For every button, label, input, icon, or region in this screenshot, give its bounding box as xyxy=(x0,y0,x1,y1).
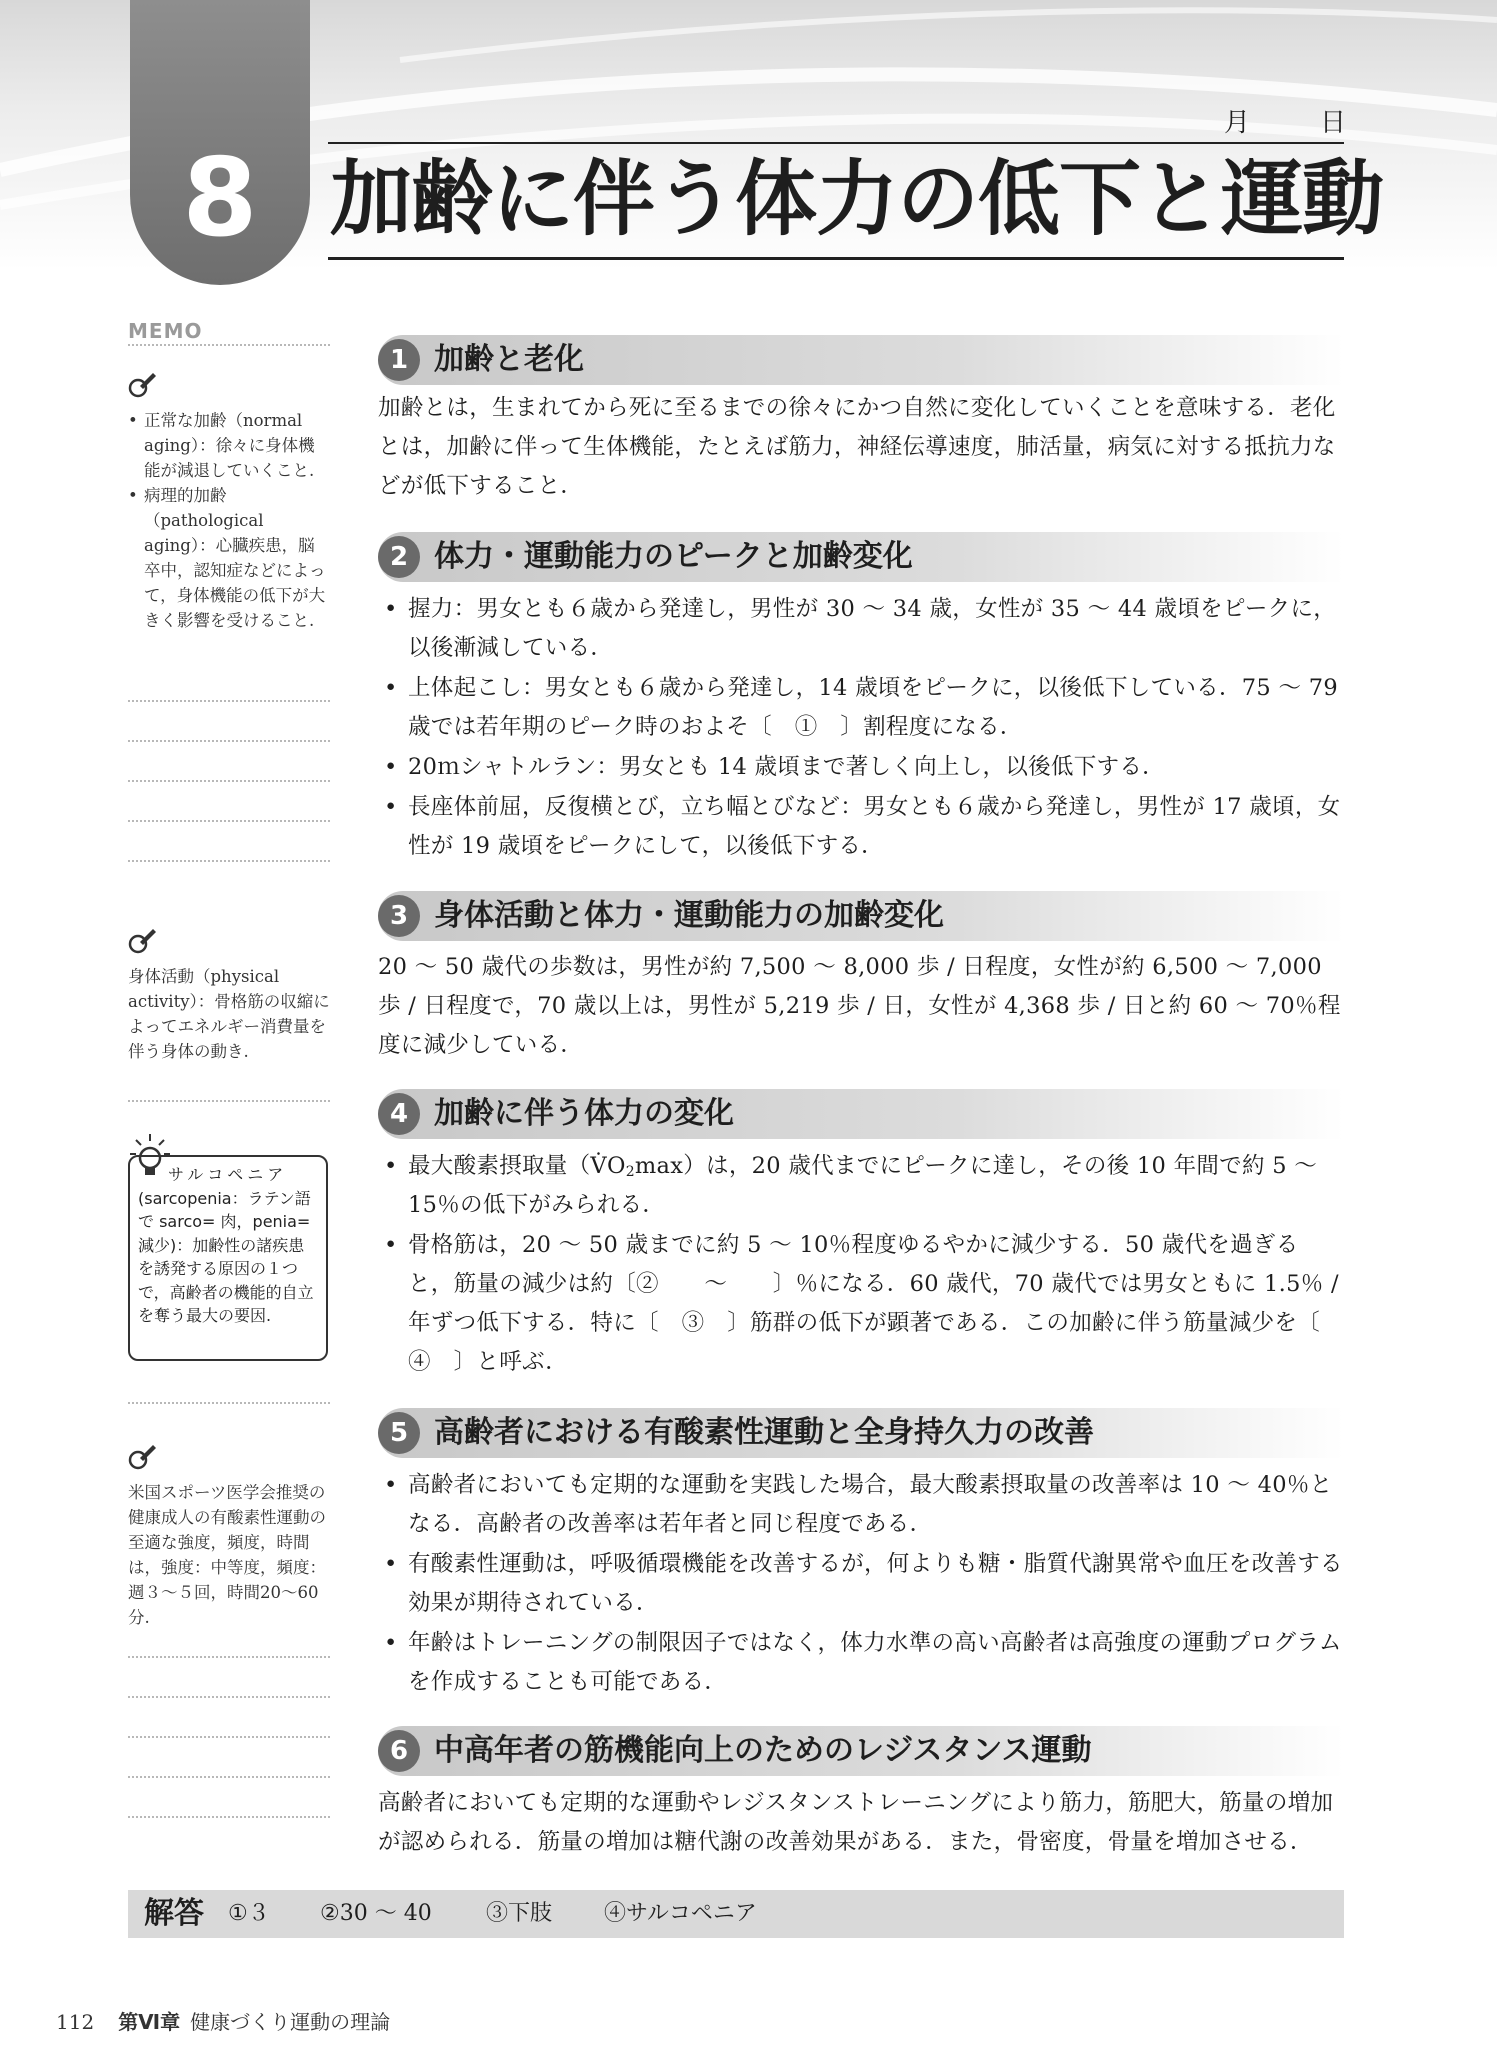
section-title: 高齢者における有酸素性運動と全身持久力の改善 xyxy=(434,1415,1094,1450)
answer-item: ④サルコペニア xyxy=(604,1901,757,1926)
section-header xyxy=(378,891,1344,941)
bullet-item: • 20ｍシャトルラン：男女とも 14 歳頃まで著しく向上し，以後低下する． xyxy=(378,748,1344,787)
pen-icon xyxy=(128,924,158,954)
section-number: 2 xyxy=(378,536,420,578)
section-title: 身体活動と体力・運動能力の加齢変化 xyxy=(434,898,944,933)
section-body xyxy=(378,1147,1344,1383)
memo-label: MEMO xyxy=(128,319,203,343)
section-title: 加齢に伴う体力の変化 xyxy=(434,1096,734,1131)
memo-physical-activity xyxy=(128,964,330,1064)
footer-chapter: 第Ⅵ章 xyxy=(118,2010,181,2034)
memo-divider xyxy=(128,820,330,822)
section-header xyxy=(378,1726,1344,1776)
sarcopenia-tip-box xyxy=(128,1155,328,1361)
section-title: 加齢と老化 xyxy=(434,342,584,377)
bullet-item: • 年齢はトレーニングの制限因子ではなく，体力水準の高い高齢者は高強度の運動プログラムを作成することも可能である． xyxy=(378,1624,1344,1702)
title-rule-top xyxy=(328,142,1344,144)
memo-text: 身体活動（physical activity）：骨格筋の収縮によってエネルギー消費量を伴う身体の動き. xyxy=(128,967,330,1061)
section-number: 6 xyxy=(378,1730,420,1772)
memo-aging-notes xyxy=(128,408,330,633)
memo-divider xyxy=(128,1736,330,1738)
bullet-item: • 高齢者においても定期的な運動を実践した場合，最大酸素摂取量の改善率は 10 ～ 40％となる．高齢者の改善率は若年者と同じ程度である． xyxy=(378,1466,1344,1544)
section-body xyxy=(378,389,1344,506)
bullet-item: • 最大酸素摂取量$(V̇O_2\max)$は，20 歳代までにピークに達し，その後 10 年間で約 5 ～ 15％の低下がみられる． xyxy=(378,1147,1344,1225)
section-number: 4 xyxy=(378,1093,420,1135)
answer-item: ①３ xyxy=(228,1901,270,1926)
section-body xyxy=(378,948,1344,1065)
section-header xyxy=(378,335,1344,385)
answers-label: 解答 xyxy=(144,1896,204,1931)
bullet-item: • 上体起こし：男女とも６歳から発達し，14 歳頃をピークに，以後低下している．75 ～ 79 歳では若年期のピーク時のおよそ〔 ① 〕割程度になる． xyxy=(378,669,1344,747)
section-header xyxy=(378,532,1344,582)
paragraph: 20 ～ 50 歳代の歩数は，男性が約 7,500 ～ 8,000 歩 / 日程度，女性が約 6,500 ～ 7,000 歩 / 日程度で，70 歳以上は，男性が 5,219 歩 / 日，女性が 4,368 歩 / 日と約 60 ～ 70％程度に減少している． xyxy=(378,954,1341,1058)
tip-text: (sarcopenia：ラテン語で sarco= 肉，penia= 減少)：加齢性の諸疾患を誘発する原因の１つで，高齢者の機能的自立を奪う最大の要因. xyxy=(138,1188,314,1325)
pen-icon xyxy=(128,1440,158,1470)
memo-divider xyxy=(128,1656,330,1658)
page-footer xyxy=(56,2006,390,2035)
section-body xyxy=(378,1466,1344,1703)
memo-text: 米国スポーツ医学会推奨の健康成人の有酸素性運動の至適な強度，頻度，時間は，強度：中等度，頻度：週３～５回，時間20～60分. xyxy=(128,1483,326,1627)
bullet-item: • 有酸素性運動は，呼吸循環機能を改善するが，何よりも糖・脂質代謝異常や血圧を改善する効果が期待されている． xyxy=(378,1545,1344,1623)
section-number: 1 xyxy=(378,339,420,381)
page-title: 加齢に伴う体力の低下と運動 xyxy=(330,152,1384,247)
bullet-item: • 骨格筋は，20 ～ 50 歳までに約 5 ～ 10％程度ゆるやかに減少する．50 歳代を過ぎると，筋量の減少は約〔② ～ 〕％になる．60 歳代，70 歳代では男女ともに 1.5％ / 年ずつ低下する．特に〔 ③ 〕筋群の低下が顕著である．この加齢に伴う筋量減少を〔 ④ 〕と呼ぶ． xyxy=(378,1226,1344,1382)
memo-acsm-recommendation xyxy=(128,1480,330,1630)
paragraph: 加齢とは，生まれてから死に至るまでの徐々にかつ自然に変化していくことを意味する．老化とは，加齢に伴って生体機能，たとえば筋力，神経伝導速度，肺活量，病気に対する抵抗力などが低下すること． xyxy=(378,395,1336,499)
title-rule-bottom xyxy=(328,257,1344,260)
memo-divider xyxy=(128,344,330,346)
answers-bar xyxy=(128,1890,1344,1938)
memo-item: • 病理的加齢（pathological aging）：心臓疾患，脳卒中，認知症などによって，身体機能の低下が大きく影響を受けること. xyxy=(128,483,330,633)
chapter-number: 8 xyxy=(182,136,258,261)
section-header xyxy=(378,1408,1344,1458)
memo-divider xyxy=(128,700,330,702)
date-day-label: 日 xyxy=(1320,108,1347,138)
answer-item: ③下肢 xyxy=(486,1901,553,1926)
footer-chapter-title: 健康づくり運動の理論 xyxy=(190,2010,391,2034)
date-field xyxy=(1180,102,1350,138)
pen-icon xyxy=(128,368,158,398)
section-body xyxy=(378,590,1344,867)
memo-divider xyxy=(128,1816,330,1818)
section-number: 3 xyxy=(378,895,420,937)
date-month-label: 月 xyxy=(1224,108,1251,138)
memo-divider xyxy=(128,780,330,782)
memo-divider xyxy=(128,740,330,742)
memo-divider xyxy=(128,1776,330,1778)
memo-divider xyxy=(128,1402,330,1404)
paragraph: 高齢者においても定期的な運動やレジスタンストレーニングにより筋力，筋肥大，筋量の増加が認められる．筋量の増加は糖代謝の改善効果がある．また，骨密度，骨量を増加させる． xyxy=(378,1790,1334,1855)
tip-heading: サルコペニア xyxy=(168,1165,288,1184)
bullet-item: • 長座体前屈，反復横とび，立ち幅とびなど：男女とも６歳から発達し，男性が 17 歳頃，女性が 19 歳頃をピークにして，以後低下する． xyxy=(378,788,1344,866)
memo-divider xyxy=(128,1100,330,1102)
section-number: 5 xyxy=(378,1412,420,1454)
memo-divider xyxy=(128,1696,330,1698)
section-body xyxy=(378,1784,1344,1862)
answer-item: ②30 ～ 40 xyxy=(320,1901,432,1926)
bullet-item: • 握力：男女とも６歳から発達し，男性が 30 ～ 34 歳，女性が 35 ～ 44 歳頃をピークに，以後漸減している． xyxy=(378,590,1344,668)
section-title: 中高年者の筋機能向上のためのレジスタンス運動 xyxy=(434,1733,1092,1768)
memo-divider xyxy=(128,860,330,862)
memo-item: • 正常な加齢（normal aging）：徐々に身体機能が減退していくこと. xyxy=(128,408,330,483)
section-header xyxy=(378,1089,1344,1139)
page-number: 112 xyxy=(56,2010,95,2034)
section-title: 体力・運動能力のピークと加齢変化 xyxy=(434,539,913,574)
